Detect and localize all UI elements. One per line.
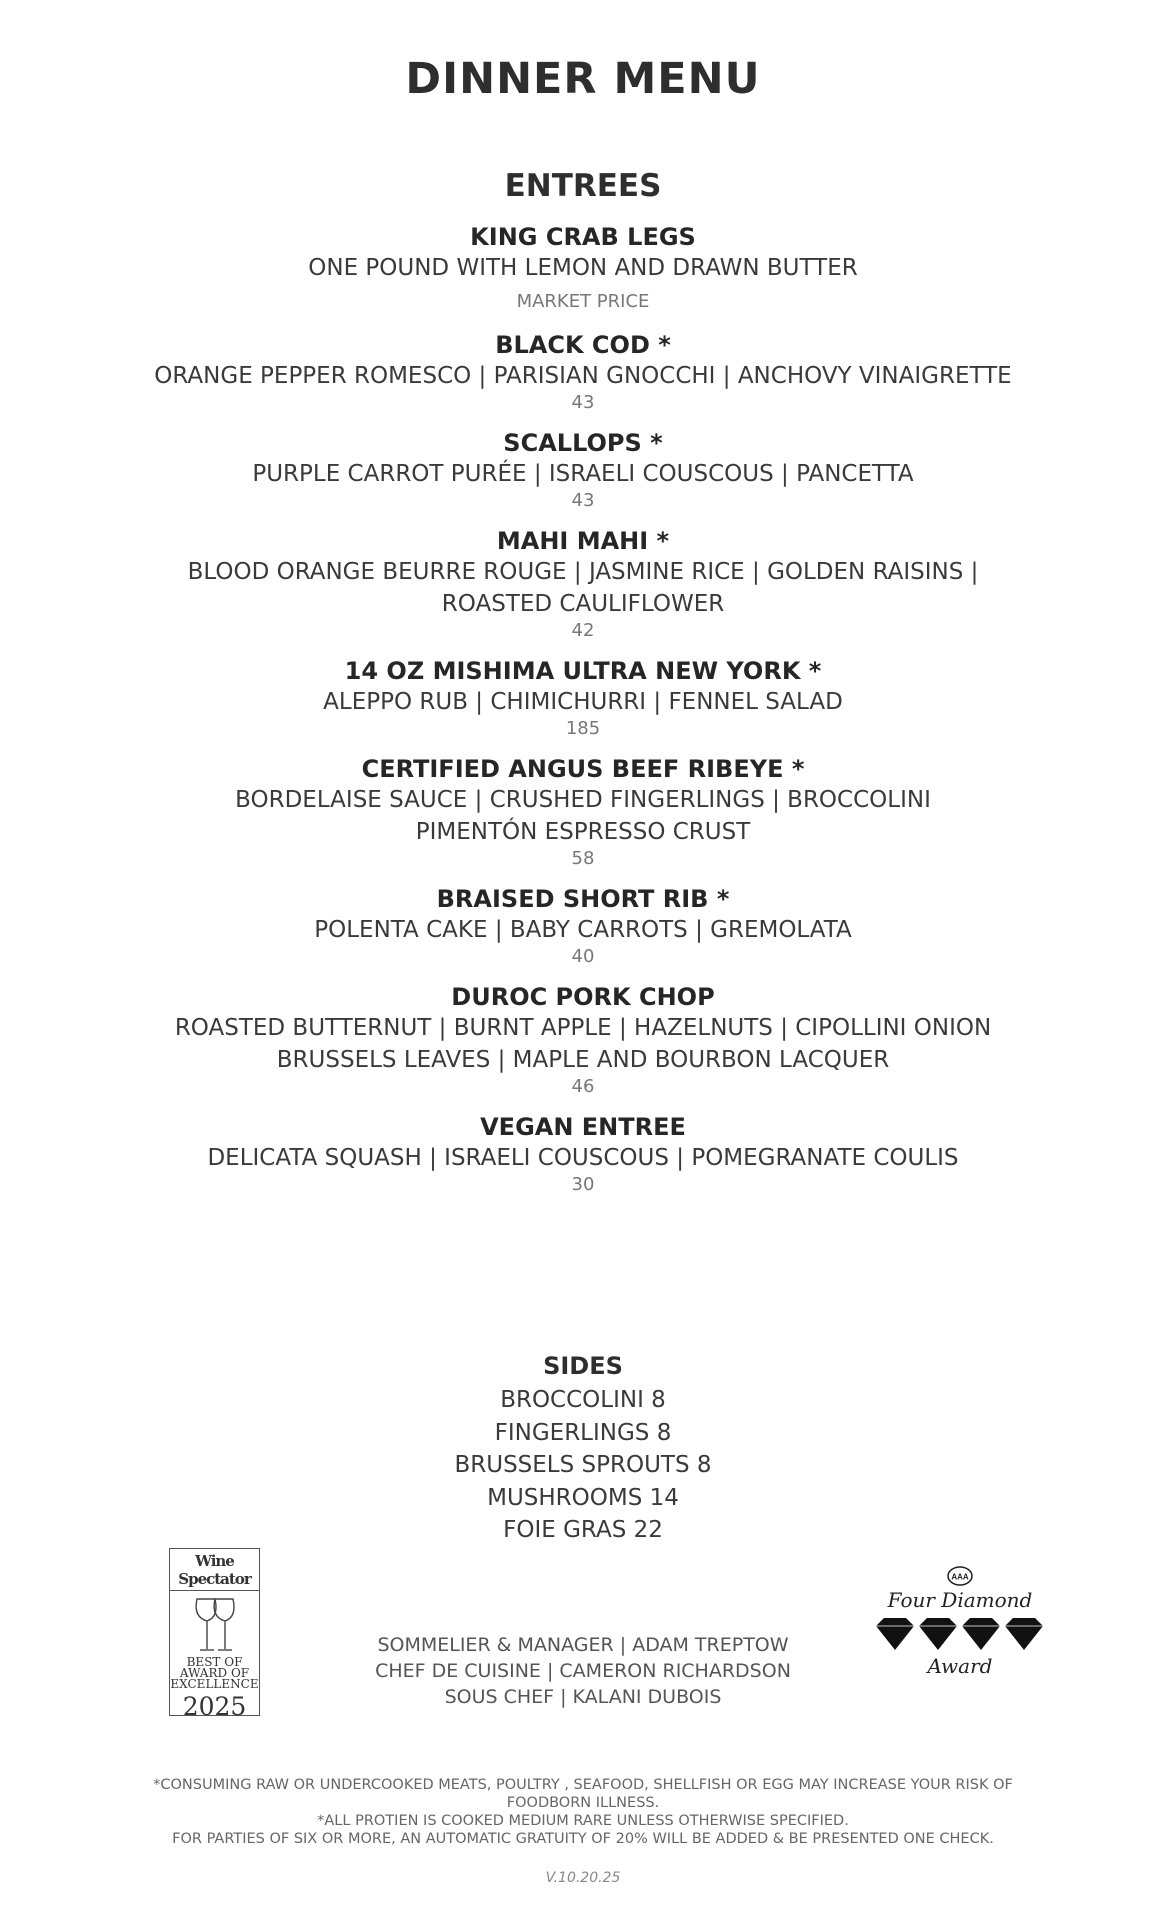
sides-section <box>0 1352 1166 1547</box>
menu-item-duroc-pork-chop <box>0 982 1166 1098</box>
side-item: FOIE GRAS 22 <box>503 1517 663 1543</box>
item-description: POLENTA CAKE | BABY CARROTS | GREMOLATA <box>314 917 852 943</box>
item-description: BORDELAISE SAUCE | CRUSHED FINGERLINGS | BROCCOLINI <box>235 787 931 813</box>
menu-item-mahi-mahi <box>0 526 1166 642</box>
item-name: BRAISED SHORT RIB * <box>436 885 730 913</box>
wine-spectator-line1: BEST OF <box>186 1655 243 1669</box>
page-title: DINNER MENU <box>405 54 761 104</box>
item-description: ROASTED BUTTERNUT | BURNT APPLE | HAZELNUTS | CIPOLLINI ONION <box>174 1015 992 1041</box>
item-name: MAHI MAHI * <box>496 527 670 555</box>
side-item: BRUSSELS SPROUTS 8 <box>454 1452 712 1478</box>
item-price: 40 <box>571 946 595 967</box>
item-name: 14 OZ MISHIMA ULTRA NEW YORK * <box>344 657 822 685</box>
menu-item-angus-ribeye <box>0 754 1166 870</box>
item-price: 46 <box>571 1076 595 1097</box>
menu-item-braised-short-rib <box>0 884 1166 968</box>
item-name: VEGAN ENTREE <box>480 1113 686 1141</box>
footer-disclaimer <box>0 1776 1166 1848</box>
item-description: ORANGE PEPPER ROMESCO | PARISIAN GNOCCHI | ANCHOVY VINAIGRETTE <box>154 363 1012 389</box>
wine-spectator-year: 2025 <box>182 1692 247 1721</box>
footer-line: *ALL PROTIEN IS COOKED MEDIUM RARE UNLESS OTHERWISE SPECIFIED. <box>317 1813 849 1829</box>
item-price: 43 <box>571 392 595 413</box>
item-description-line2: PIMENTÓN ESPRESSO CRUST <box>415 819 751 845</box>
item-name: CERTIFIED ANGUS BEEF RIBEYE * <box>361 755 805 783</box>
staff-line: CHEF DE CUISINE | CAMERON RICHARDSON <box>375 1660 791 1682</box>
staff-credits <box>0 1632 1166 1710</box>
menu-item-mishima-new-york <box>0 656 1166 740</box>
item-price: 42 <box>571 620 595 641</box>
aaa-award-text: Award <box>927 1654 993 1678</box>
item-price: 185 <box>565 718 601 739</box>
item-price: 30 <box>571 1174 595 1195</box>
wine-spectator-line2: AWARD OF <box>179 1666 250 1680</box>
wine-spectator-brand: Wine Spectator <box>170 1549 259 1591</box>
entrees-heading: ENTREES <box>504 168 662 204</box>
wine-spectator-line3: EXCELLENCE <box>170 1677 259 1691</box>
menu-item-scallops <box>0 428 1166 512</box>
item-name: KING CRAB LEGS <box>470 223 696 251</box>
item-name: BLACK COD * <box>495 331 671 359</box>
item-description: BLOOD ORANGE BEURRE ROUGE | JASMINE RICE | GOLDEN RAISINS | ROASTED CAULIFLOWER <box>187 559 979 617</box>
version-label: V.10.20.25 <box>545 1870 621 1886</box>
menu-item-black-cod <box>0 330 1166 414</box>
staff-line: SOUS CHEF | KALANI DUBOIS <box>444 1686 722 1708</box>
item-name: SCALLOPS * <box>503 429 663 457</box>
item-price: 58 <box>571 848 595 869</box>
svg-text:AAA: AAA <box>951 1572 969 1582</box>
side-item: BROCCOLINI 8 <box>500 1387 666 1413</box>
aaa-four-diamond-text: Four Diamond <box>887 1588 1033 1612</box>
item-price: 43 <box>571 490 595 511</box>
sides-heading: SIDES <box>543 1352 623 1380</box>
item-description: DELICATA SQUASH | ISRAELI COUSCOUS | POMEGRANATE COULIS <box>207 1145 959 1171</box>
footer-line: FOR PARTIES OF SIX OR MORE, AN AUTOMATIC GRATUITY OF 20% WILL BE ADDED & BE PRESENTED ONE CHECK. <box>172 1831 994 1847</box>
item-description: ONE POUND WITH LEMON AND DRAWN BUTTER <box>308 255 858 281</box>
item-price: MARKET PRICE <box>516 291 650 312</box>
item-description: ALEPPO RUB | CHIMICHURRI | FENNEL SALAD <box>323 689 843 715</box>
entrees-section <box>0 168 1166 1210</box>
menu-item-king-crab-legs <box>0 222 1166 316</box>
item-name: DUROC PORK CHOP <box>451 983 715 1011</box>
menu-item-vegan-entree <box>0 1112 1166 1196</box>
side-item: FINGERLINGS 8 <box>494 1419 672 1446</box>
item-description-line2: BRUSSELS LEAVES | MAPLE AND BOURBON LACQUER <box>276 1047 890 1073</box>
aaa-badge-icon <box>947 1566 973 1586</box>
staff-line: SOMMELIER & MANAGER | ADAM TREPTOW <box>377 1634 789 1656</box>
footer-line: *CONSUMING RAW OR UNDERCOOKED MEATS, POULTRY , SEAFOOD, SHELLFISH OR EGG MAY INCREASE YOUR RISK OF FOODBORN ILLNESS. <box>153 1777 1013 1811</box>
side-item: MUSHROOMS 14 <box>487 1484 679 1511</box>
item-description: PURPLE CARROT PURÉE | ISRAELI COUSCOUS | PANCETTA <box>252 461 914 487</box>
